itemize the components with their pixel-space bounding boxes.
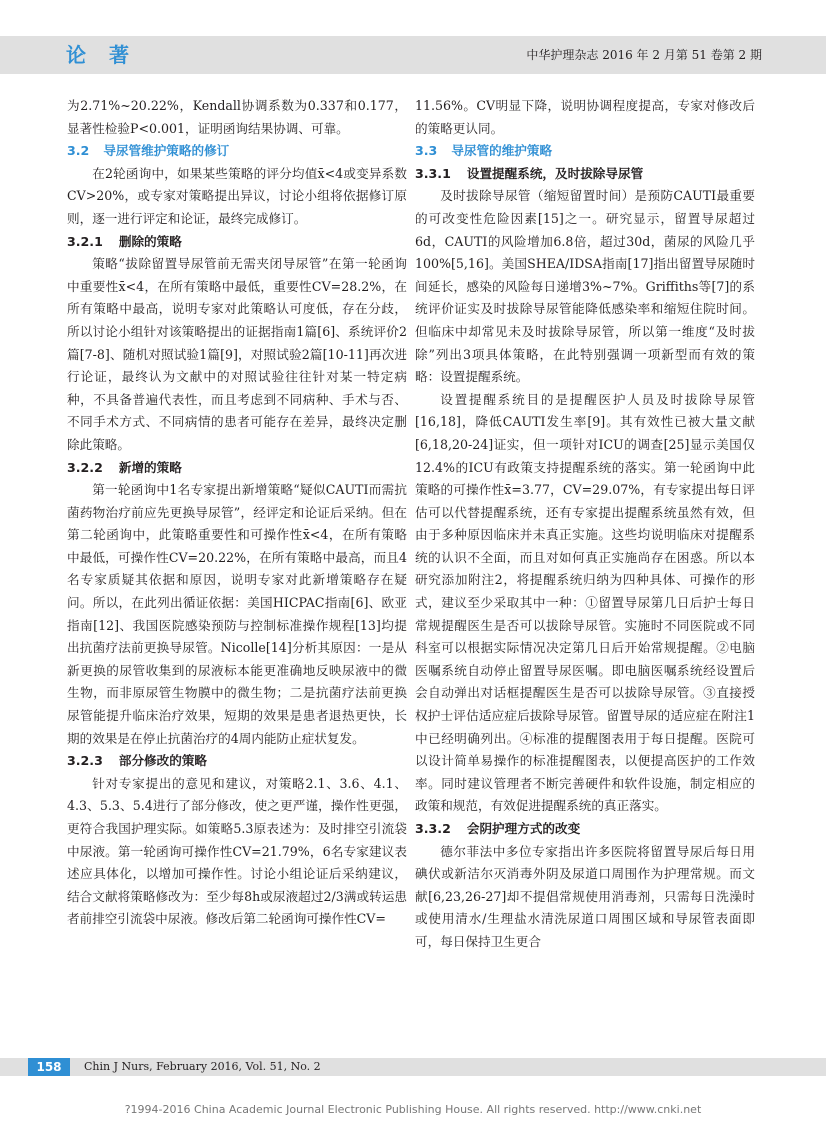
paragraph: 设置提醒系统目的是提醒医护人员及时拔除导尿管[16,18]，降低CAUTI发生率[9]。其有效性已被大量文献[6,18,20-24]证实，但一项针对ICU的调查[25]显示美国仅12.4%的ICU有政策支持提醒系统的落实。第一轮函询中此策略的可操作性x̄=3.77，CV=29.07%，有专家提出每日评估可以代替提醒系统，还有专家提出提醒系统虽然有效，但由于多种原因临床并未真正实施。这些均说明临床对提醒系统的认识不全面，而且对如何真正实施尚存在困惑。所以本研究添加附注2，将提醒系统归纳为四种具体、可操作的形式，建议至少采取其中一种：①留置导尿第几日后护士每日常规提醒医生是否可以拔除导尿管。实施时不同医院或不同科室可以根据实际情况决定第几日后开始常规提醒。②电脑医嘱系统自动停止留置导尿医嘱。即电脑医嘱系统经设置后会自动弹出对话框提醒医生是否可以拔除导尿管。③直接授权护士评估适应症后拔除导尿管。留置导尿的适应症在附注1中已经明确列出。④标准的提醒图表用于每日提醒。医院可以设计简单易操作的标准提醒图表，以便提高医护的工作效率。同时建议管理者不断完善硬件和软件设施，制定相应的政策和规范，有效促进提醒系统的真正落实。 — [415, 391, 755, 814]
section-title: 导尿管的维护策略 — [451, 143, 553, 159]
left-column — [67, 95, 407, 931]
section-number: 3.2 — [67, 143, 90, 159]
section-heading-3-2 — [67, 140, 407, 163]
paragraph: 及时拔除导尿管（缩短留置时间）是预防CAUTI最重要的可改变性危险因素[15]之一。研究显示，留置导尿超过6d，CAUTI的风险增加6.8倍，超过30d，菌尿的风险几乎100%[5,16]。美国SHEA/IDSA指南[17]指出留置导尿随时间延长，感染的风险每日递增3%~7%。Griffiths等[7]的系统评价证实及时拔除导尿管能降低感染率和缩短住院时间。但临床中却常见未及时拔除导尿管，所以第一维度“及时拔除”列出3项具体策略，在此特别强调一项新型而有效的策略：设置提醒系统。 — [415, 188, 755, 385]
section-title: 导尿管维护策略的修订 — [103, 143, 230, 159]
subsection-number: 3.2.3 — [67, 753, 103, 769]
right-column — [415, 95, 755, 954]
subsection-heading-3-3-2 — [415, 818, 755, 841]
journal-info: 中华护理杂志 2016 年 2 月第 51 卷第 2 期 — [526, 48, 762, 62]
paragraph: 策略“拔除留置导尿管前无需夹闭导尿管”在第一轮函询中重要性x̄<4，在所有策略中最低，重要性CV=28.2%，在所有策略中最高，说明专家对此策略认可度低，存在分歧，所以讨论小组针对该策略提出的证据指南1篇[6]、系统评价2篇[7-8]、随机对照试验1篇[9]，对照试验2篇[10-11]再次进行论证，最终认为文献中的对照试验往往针对某一特定病种，不具备普遍代表性，而且考虑到不同病种、手术与否、不同手术方式、不同病情的患者可能存在差异，最终决定删除此策略。 — [67, 256, 407, 452]
section-label: 论 著 — [66, 43, 137, 67]
subsection-title: 会阴护理方式的改变 — [466, 821, 581, 836]
paragraph: 针对专家提出的意见和建议，对策略2.1、3.6、4.1、4.3、5.3、5.4进行了部分修改，使之更严谨，操作性更强，更符合我国护理实际。如策略5.3原表述为：及时排空引流袋中尿液。第一轮函询可操作性CV=21.79%，6名专家建议表述应具体化，以增加可操作性。讨论小组论证后采纳建议，结合文献将策略修改为：至少每8h或尿液超过2/3满或转运患者前排空引流袋中尿液。修改后第二轮函询可操作性CV= — [67, 775, 407, 927]
paragraph: 为2.71%~20.22%，Kendall协调系数为0.337和0.177，显著性检验P<0.001，证明函询结果协调、可靠。 — [67, 98, 407, 136]
subsection-title: 部分修改的策略 — [118, 753, 208, 769]
subsection-title: 新增的策略 — [118, 459, 182, 475]
paragraph: 在2轮函询中，如果某些策略的评分均值x̄<4或变异系数CV>20%，或专家对策略提出异议，讨论小组将依据修订原则，逐一进行评定和论证，最终完成修订。 — [67, 165, 407, 226]
footer-journal-info: Chin J Nurs, February 2016, Vol. 51, No. 2 — [84, 1060, 321, 1073]
subsection-heading-3-2-2 — [67, 457, 407, 480]
subsection-heading-3-2-1 — [67, 231, 407, 254]
paragraph: 德尔菲法中多位专家指出许多医院将留置导尿后每日用碘伏或新洁尔灭消毒外阴及尿道口周围作为护理常规。而文献[6,23,26-27]却不提倡常规使用消毒剂，只需每日洗澡时或使用清水/生理盐水清洗尿道口周围区域和导尿管表面即可，每日保持卫生更合 — [415, 843, 755, 949]
section-heading-3-3 — [415, 140, 755, 163]
paragraph: 11.56%。CV明显下降，说明协调程度提高，专家对修改后的策略更认同。 — [415, 98, 755, 136]
subsection-heading-3-3-1 — [415, 163, 755, 186]
copyright-notice: ?1994-2016 China Academic Journal Electronic Publishing House. All rights reserved. http://www.cnki.net — [124, 1103, 702, 1116]
subsection-heading-3-2-3 — [67, 750, 407, 773]
subsection-number: 3.3.2 — [415, 821, 451, 836]
subsection-number: 3.2.2 — [67, 459, 103, 475]
section-number: 3.3 — [415, 143, 438, 159]
subsection-title: 删除的策略 — [118, 233, 182, 249]
page-number: 158 — [28, 1058, 70, 1076]
subsection-number: 3.2.1 — [67, 233, 103, 249]
subsection-number: 3.3.1 — [415, 165, 451, 181]
subsection-title: 设置提醒系统，及时拔除导尿管 — [466, 165, 644, 181]
paragraph: 第一轮函询中1名专家提出新增策略“疑似CAUTI而需抗菌药物治疗前应先更换导尿管”，经评定和论证后采纳。但在第二轮函询中，此策略重要性和可操作性x̄<4，在所有策略中最低，可操作性CV=20.22%，在所有策略中最高，而且4名专家质疑其依据和原因，说明专家对此新增策略存在疑问。所以，在此列出循证依据：美国HICPAC指南[6]、欧亚指南[12]、我国医院感染预防与控制标准操作规程[13]均提出抗菌疗法前更换导尿管。Nicolle[14]分析其原因：一是从新更换的尿管收集到的尿液标本能更准确地反映尿液中的微生物，而非原尿管生物膜中的微生物；二是抗菌疗法前更换尿管能提升临床治疗效果，短期的效果是患者退热更快，长期的效果是在停止抗菌治疗的4周内能防止症状复发。 — [67, 482, 407, 746]
